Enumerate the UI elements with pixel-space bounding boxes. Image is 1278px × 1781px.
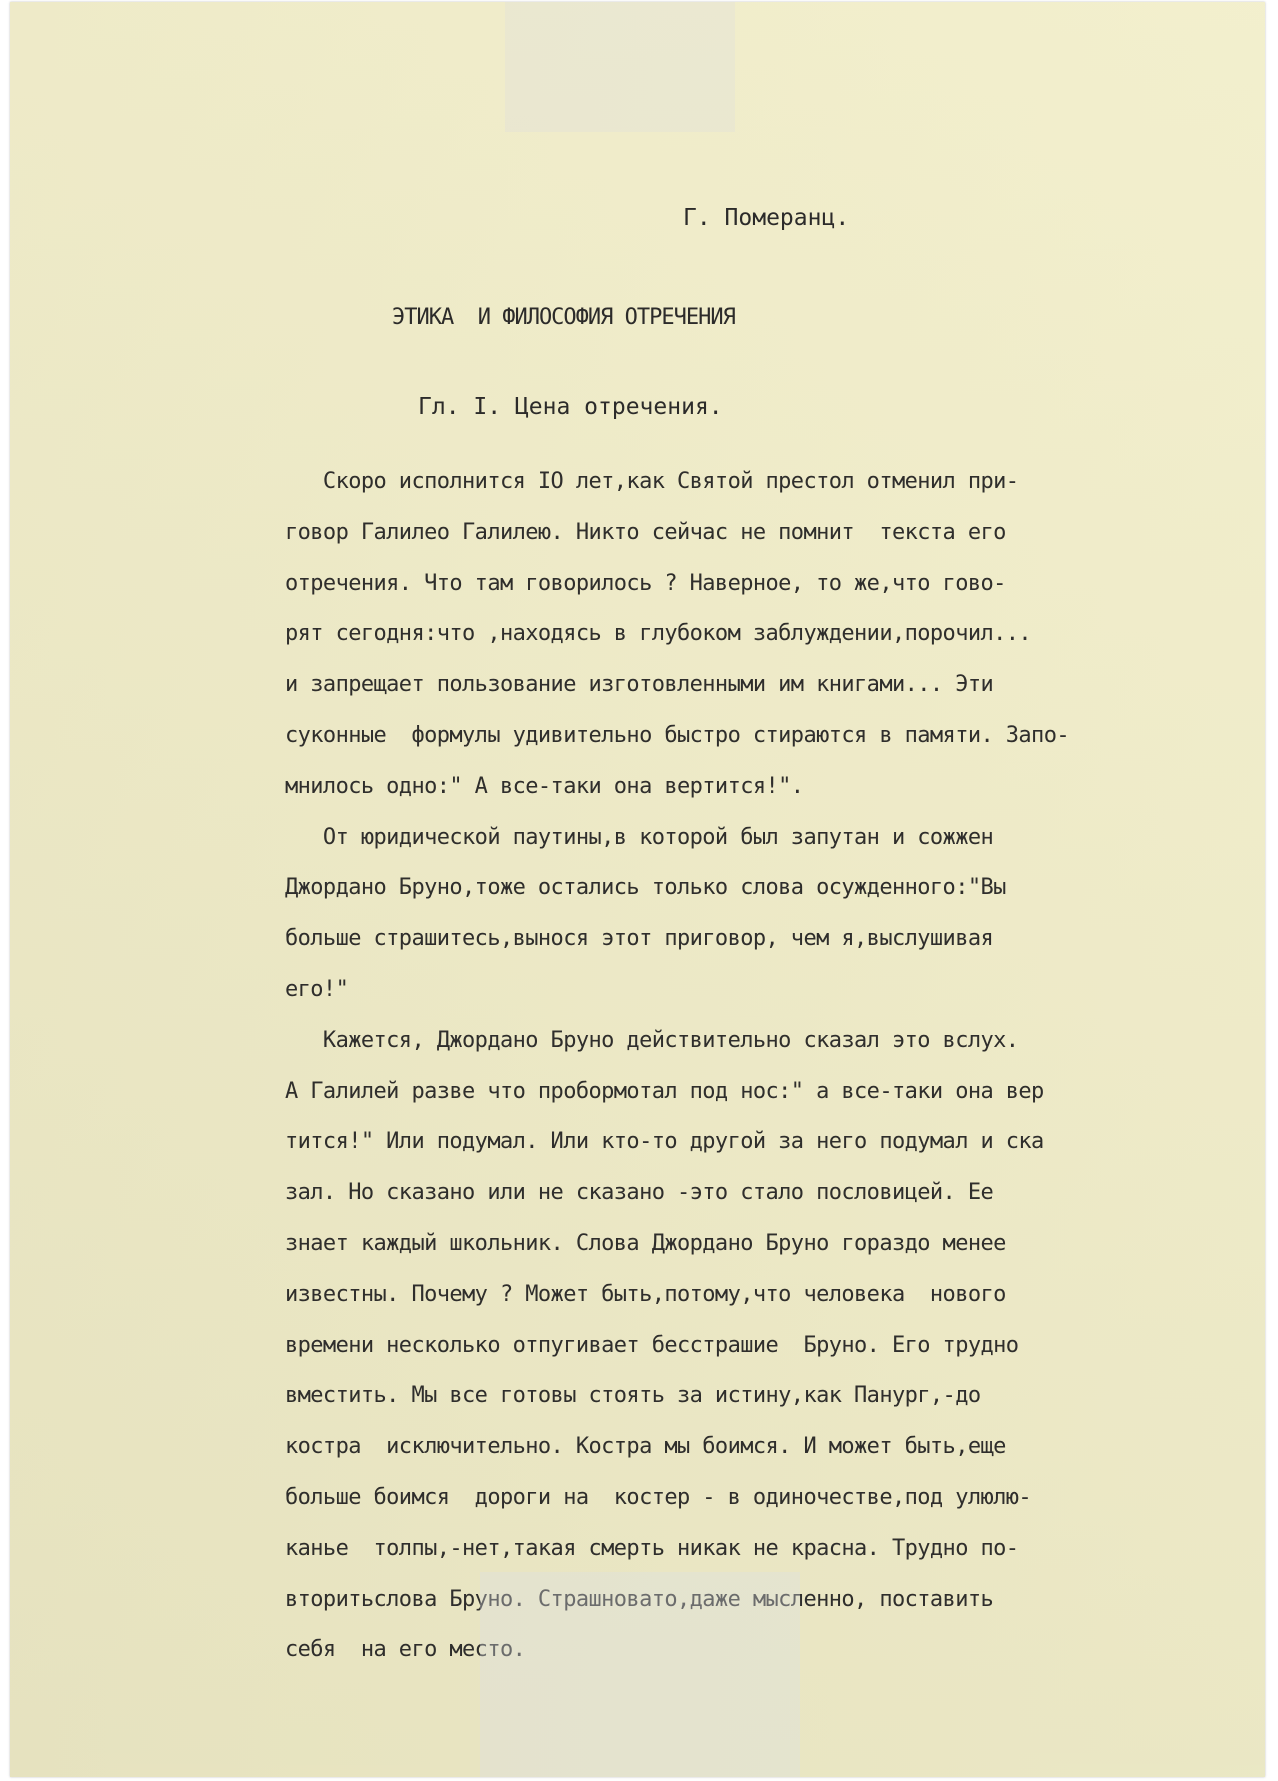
text-line: времени несколько отпугивает бесстрашие Бруно. Его трудно bbox=[285, 1332, 1019, 1358]
text-line: Кажется, Джордано Бруно действительно сказал это вслух. bbox=[285, 1027, 1019, 1053]
text-line: канье толпы,-нет,такая смерть никак не красна. Трудно по- bbox=[285, 1535, 1019, 1561]
text-line: больше страшитесь,вынося этот приговор, чем я,выслушивая bbox=[285, 926, 994, 952]
text-line: мнилось одно:" А все-таки она вертится!". bbox=[285, 773, 804, 799]
chapter-heading: Гл. I. Цена отречения. bbox=[418, 394, 723, 420]
text-line: рят сегодня:что ,находясь в глубоком заблуждении,порочил... bbox=[285, 621, 1032, 647]
text-line: вместить. Мы все готовы стоять за истину,как Панург,-до bbox=[285, 1383, 981, 1409]
text-line: больше боимся дороги на костер - в одиночестве,под улюлю- bbox=[285, 1484, 1032, 1510]
document-title: ЭТИКА И ФИЛОСОФИЯ ОТРЕЧЕНИЯ bbox=[392, 305, 735, 330]
text-line: суконные формулы удивительно быстро стираются в памяти. Запо- bbox=[285, 722, 1069, 748]
text-line: зал. Но сказано или не сказано -это стало пословицей. Ее bbox=[285, 1180, 994, 1206]
text-line: его!" bbox=[285, 976, 349, 1002]
text-line: От юридической паутины,в которой был запутан и сожжен bbox=[285, 824, 994, 850]
text-line: Скоро исполнится IO лет,как Святой престол отменил при- bbox=[285, 469, 1019, 494]
text-line: знает каждый школьник. Слова Джордано Бруно гораздо менее bbox=[285, 1230, 1006, 1256]
text-line: говор Галилео Галилею. Никто сейчас не помнит текста его bbox=[285, 519, 1006, 545]
text-line: отречения. Что там говорилось ? Наверное, то же,что гово- bbox=[285, 570, 1006, 596]
text-line: вторитьслова Бруно. Страшновато,даже мысленно, поставить bbox=[285, 1586, 994, 1612]
text-line: Джордано Бруно,тоже остались только слова осужденного:"Вы bbox=[285, 875, 1006, 901]
body-text bbox=[285, 457, 1265, 1676]
typewritten-page bbox=[10, 2, 1265, 1777]
text-line: А Галилей разве что пробормотал под нос:" а все-таки она вер bbox=[285, 1078, 1044, 1104]
text-line: известны. Почему ? Может быть,потому,что человека нового bbox=[285, 1281, 1006, 1307]
text-line: и запрещает пользование изготовленными им книгами... Эти bbox=[285, 672, 994, 698]
text-line: себя на его место. bbox=[285, 1637, 526, 1663]
text-line: костра исключительно. Костра мы боимся. И может быть,еще bbox=[285, 1434, 1006, 1460]
author-name: Г. Померанц. bbox=[683, 205, 850, 231]
text-line: тится!" Или подумал. Или кто-то другой за него подумал и ска bbox=[285, 1129, 1044, 1155]
